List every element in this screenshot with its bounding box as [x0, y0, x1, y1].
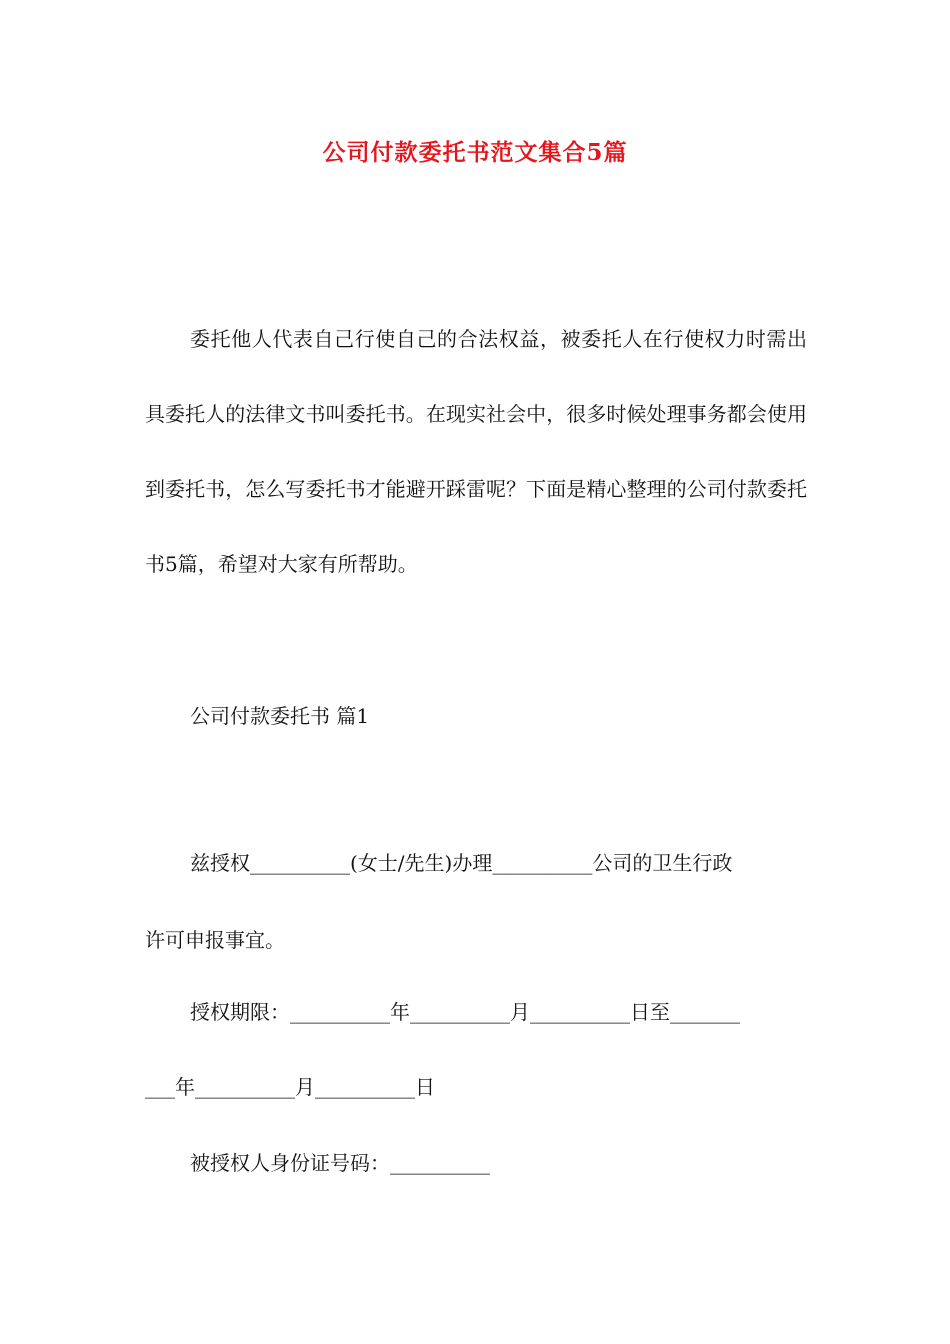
id-number-line: 被授权人身份证号码：__________: [190, 1151, 490, 1175]
period-line-2: ___年__________月__________日: [145, 1075, 435, 1099]
authorization-line-2: 许可申报事宜。: [145, 928, 285, 952]
document-title: 公司付款委托书范文集合5篇: [322, 139, 628, 166]
intro-paragraph: 委托他人代表自己行使自己的合法权益，被委托人在行使权力时需出具委托人的法律文书叫委托书。在现实社会中，很多时候处理事务都会使用到委托书，怎么写委托书才能避开踩雷呢？下面是精心整理的公司付款委托书5篇，希望对大家有所帮助。: [145, 327, 807, 576]
section-heading: 公司付款委托书 篇1: [190, 704, 370, 728]
authorization-line-1: 兹授权__________(女士/先生)办理__________公司的卫生行政: [190, 851, 733, 875]
period-line-1: 授权期限：__________年__________月__________日至_______: [190, 1000, 740, 1024]
